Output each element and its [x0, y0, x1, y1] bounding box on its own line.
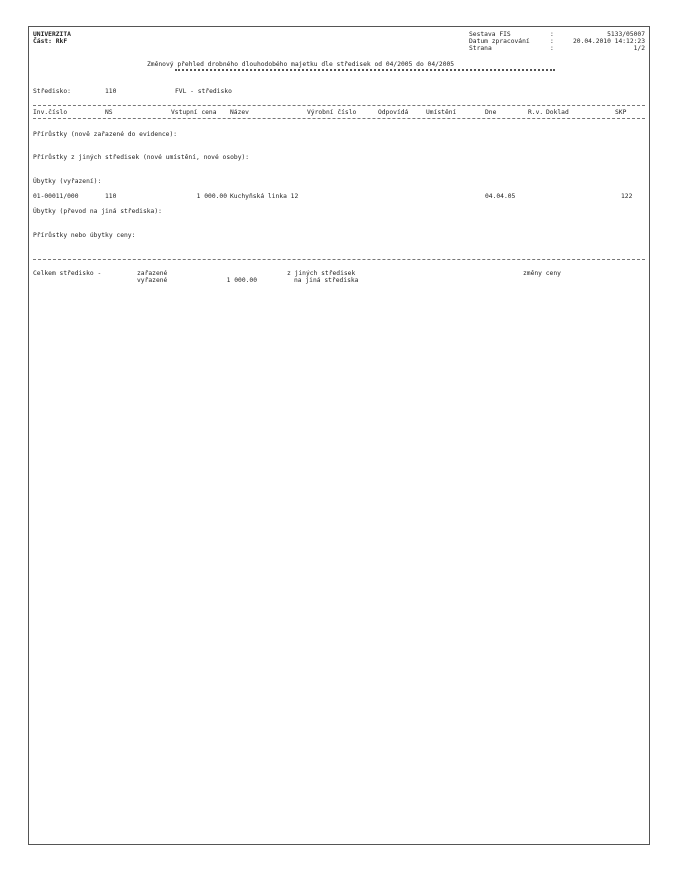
- col-responsible: Odpovídá: [378, 109, 409, 116]
- org-part: Část: RkF: [33, 38, 68, 45]
- row-price: 1 000.00: [196, 193, 227, 200]
- center-name: FVL - středisko: [175, 88, 232, 95]
- totals-excluded-label: vyřazené: [137, 277, 168, 284]
- section-disposals: Úbytky (vyřazení):: [33, 178, 102, 185]
- date-label: Datum zpracování: [469, 38, 530, 45]
- totals-excluded-value: 1 000.00: [226, 277, 257, 284]
- report-page: [28, 26, 650, 845]
- col-ns: NS: [105, 109, 113, 116]
- col-name: Název: [230, 109, 249, 116]
- header-rule-top: [33, 105, 645, 106]
- page-label: Strana: [469, 45, 492, 52]
- report-code: 5133/05007: [607, 31, 645, 38]
- col-price: Vstupní cena: [171, 109, 217, 116]
- report-title: Změnový přehled drobného dlouhodobého majetku dle středisek od 04/2005 do 04/2005: [147, 61, 455, 68]
- col-year: R.v.: [528, 109, 544, 116]
- center-code: 110: [105, 88, 117, 95]
- header-rule-bottom: [33, 118, 645, 119]
- section-additions-new: Přírůstky (nově zařazené do evidence):: [33, 131, 178, 138]
- col-inv: Inv.číslo: [33, 109, 68, 116]
- totals-label: Celkem středisko -: [33, 270, 102, 277]
- row-inv: 01-00011/000: [33, 193, 79, 200]
- row-ns: 110: [105, 193, 117, 200]
- row-name: Kuchyňská linka 12: [230, 193, 299, 200]
- col-document: Doklad: [546, 109, 569, 116]
- center-label: Středisko:: [33, 88, 71, 95]
- row-date: 04.04.05: [485, 193, 516, 200]
- totals-to-other: na jiná střediska: [294, 277, 359, 284]
- page-value: 1/2: [633, 45, 645, 52]
- col-serial: Výrobní číslo: [307, 109, 357, 116]
- totals-rule: [33, 259, 645, 260]
- row-skp: 122: [621, 193, 633, 200]
- section-additions-other: Přírůstky z jiných středisek (nové umístění, nové osoby):: [33, 154, 250, 161]
- totals-price-changes: změny ceny: [523, 270, 561, 277]
- section-disposals-transfer: Úbytky (převod na jiná střediska):: [33, 208, 162, 215]
- section-price-changes: Přírůstky nebo úbytky ceny:: [33, 232, 136, 239]
- colon: :: [550, 31, 554, 38]
- colon: :: [550, 38, 554, 45]
- col-date: Dne: [485, 109, 497, 116]
- col-skp: SKP: [615, 109, 627, 116]
- title-underline: [175, 69, 555, 74]
- org-name: UNIVERZITA: [33, 31, 71, 38]
- colon: :: [550, 45, 554, 52]
- report-label: Sestava FIS: [469, 31, 511, 38]
- totals-included-label: zařazené: [137, 270, 168, 277]
- totals-from-other: z jiných středisek: [287, 270, 356, 277]
- col-location: Umístění: [426, 109, 457, 116]
- date-value: 20.04.2010 14:12:23: [572, 38, 645, 45]
